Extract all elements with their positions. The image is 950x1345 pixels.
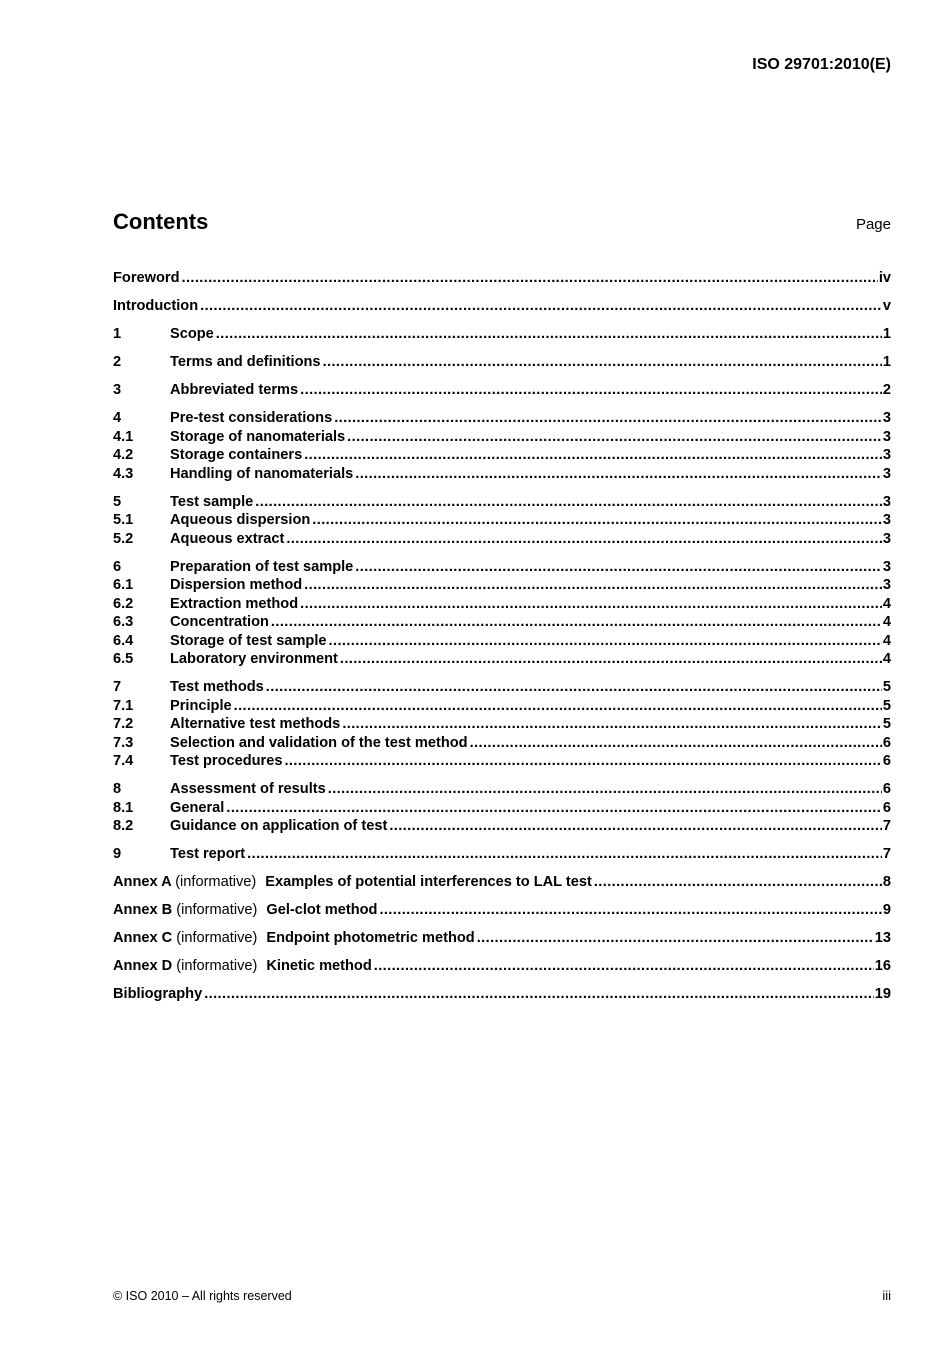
toc-entry-title: Bibliography [113, 986, 203, 1002]
toc-annex-entry[interactable] [113, 901, 891, 920]
toc-entry-number: 4 [113, 410, 122, 426]
annex-letter: Annex B [113, 902, 173, 918]
toc-group-bibliography [113, 985, 891, 1004]
dot-leader [355, 558, 882, 577]
toc-entry-page: 5 [882, 716, 891, 732]
toc-entry-page: iv [878, 270, 891, 286]
toc-entry-number: 6.4 [113, 632, 134, 649]
toc-group [113, 353, 891, 372]
toc-entry[interactable] [113, 428, 891, 447]
toc-entry-page: 7 [882, 846, 891, 862]
page-column-label: Page [855, 216, 891, 233]
toc-entry-page: 3 [882, 410, 891, 426]
toc-entry-page: 3 [882, 577, 891, 593]
toc-entry-title: Extraction method [170, 595, 299, 612]
document-id: ISO 29701:2010(E) [752, 56, 891, 73]
toc-entry-page: 6 [882, 734, 891, 751]
toc-entry-page: 5 [882, 697, 891, 714]
dot-leader [470, 734, 882, 753]
dot-leader [226, 799, 882, 818]
toc-entry-number: 4.1 [113, 428, 134, 445]
toc-entry-number: 6.5 [113, 651, 134, 667]
toc-entry[interactable] [113, 799, 891, 818]
toc-entry-number: 8 [113, 781, 122, 797]
toc-annex-entry[interactable] [113, 957, 891, 976]
toc-entry[interactable] [113, 595, 891, 614]
toc-group [113, 269, 891, 288]
toc-entry-title: Preparation of test sample [170, 558, 354, 575]
toc-entry-page: 1 [882, 326, 891, 342]
dot-leader [234, 697, 882, 716]
toc-entry-number: 5.1 [113, 512, 134, 528]
dot-leader [374, 957, 874, 976]
toc-entry-title: Terms and definitions [170, 354, 321, 370]
toc-entry-title: Guidance on application of test [170, 818, 388, 834]
toc-entry-page: 4 [882, 632, 891, 649]
toc-entry[interactable] [113, 697, 891, 716]
toc-entry-page: 3 [882, 447, 891, 463]
dot-leader [334, 409, 882, 428]
dot-leader [323, 353, 882, 372]
toc-entry[interactable] [113, 446, 891, 465]
toc-entry-page: v [882, 298, 891, 314]
toc-entry[interactable] [113, 269, 891, 288]
toc-annex-entry[interactable] [113, 873, 891, 892]
toc-entry-page: 7 [882, 818, 891, 834]
toc-entry-title: Examples of potential interferences to LAL test [265, 874, 592, 890]
toc-entry-page: 4 [882, 614, 891, 630]
annex-letter: Annex A [113, 874, 172, 890]
annex-informative: (informative) [176, 902, 258, 918]
toc-entry-title: Selection and validation of the test method [170, 734, 468, 751]
toc-entry-title: Foreword [113, 270, 180, 286]
toc-annex-entry[interactable] [113, 929, 891, 948]
dot-leader [304, 446, 882, 465]
toc-entry-page: 3 [882, 465, 891, 482]
toc-entry-title: Kinetic method [266, 958, 372, 974]
toc-entry-title: Storage of test sample [170, 632, 327, 649]
toc-entry-page: 13 [874, 930, 891, 946]
toc-entry-number: 7.2 [113, 716, 134, 732]
toc-entry[interactable] [113, 409, 891, 428]
toc-entry[interactable] [113, 845, 891, 864]
toc-group [113, 409, 891, 483]
annex-label [113, 929, 257, 948]
footer-page-number: iii [882, 1288, 891, 1303]
toc-entry[interactable] [113, 734, 891, 753]
annex-letter: Annex C [113, 930, 173, 946]
toc-entry-number: 3 [113, 382, 122, 398]
toc-entry[interactable] [113, 353, 891, 372]
toc-entry-page: 4 [882, 595, 891, 612]
toc-group-annex [113, 957, 891, 976]
dot-leader [286, 530, 882, 549]
toc-entry-number: 8.1 [113, 799, 134, 816]
toc-entry-title: Dispersion method [170, 577, 303, 593]
toc-entry-number: 8.2 [113, 818, 134, 834]
annex-label [113, 901, 257, 920]
dot-leader [266, 678, 882, 697]
page-title: Contents [113, 209, 209, 234]
dot-leader [304, 576, 882, 595]
toc-entry-page: 6 [882, 781, 891, 797]
footer-copyright: © ISO 2010 – All rights reserved [113, 1289, 292, 1303]
toc-entry[interactable] [113, 511, 891, 530]
toc-entry-title: Test report [170, 846, 246, 862]
toc-entry-number: 7.4 [113, 753, 134, 769]
dot-leader [342, 715, 882, 734]
dot-leader [340, 650, 882, 669]
toc-entry-title: Aqueous dispersion [170, 512, 311, 528]
toc-entry[interactable] [113, 381, 891, 400]
toc-entry-number: 4.2 [113, 447, 134, 463]
toc-group [113, 558, 891, 669]
table-of-contents [113, 269, 891, 1013]
toc-entry[interactable] [113, 752, 891, 771]
dot-leader [300, 381, 882, 400]
toc-group [113, 780, 891, 836]
toc-entry[interactable] [113, 613, 891, 632]
toc-entry[interactable] [113, 678, 891, 697]
toc-entry-title: Test procedures [170, 753, 283, 769]
toc-entry-title: Storage of nanomaterials [170, 428, 346, 445]
toc-entry-number: 4.3 [113, 465, 134, 482]
toc-group-annex [113, 901, 891, 920]
toc-group [113, 381, 891, 400]
dot-leader [389, 817, 882, 836]
toc-entry-number: 9 [113, 846, 122, 862]
toc-group [113, 325, 891, 344]
toc-entry-number: 6.1 [113, 577, 134, 593]
toc-entry-number: 7 [113, 679, 122, 695]
toc-entry-number: 5 [113, 493, 122, 510]
annex-informative: (informative) [176, 930, 258, 946]
dot-leader [200, 297, 882, 316]
toc-group [113, 297, 891, 316]
toc-entry-page: 19 [874, 986, 891, 1002]
toc-entry-title: Test methods [170, 679, 264, 695]
toc-entry-page: 1 [882, 354, 891, 370]
toc-entry[interactable] [113, 632, 891, 651]
toc-entry-title: Test sample [170, 493, 254, 510]
toc-entry-title: General [170, 799, 225, 816]
dot-leader [216, 325, 882, 344]
dot-leader [255, 493, 882, 512]
toc-group [113, 493, 891, 549]
annex-label [113, 957, 257, 976]
toc-entry[interactable] [113, 780, 891, 799]
toc-entry-page: 3 [882, 530, 891, 547]
dot-leader [271, 613, 882, 632]
toc-entry-bibliography[interactable] [113, 985, 891, 1004]
toc-entry-number: 1 [113, 326, 122, 342]
toc-entry-page: 3 [882, 558, 891, 575]
toc-entry-number: 6.2 [113, 595, 134, 612]
toc-entry-page: 2 [882, 382, 891, 398]
toc-entry-title: Abbreviated terms [170, 382, 299, 398]
toc-entry-title: Storage containers [170, 447, 303, 463]
toc-entry-title: Principle [170, 697, 232, 714]
toc-entry-title: Laboratory environment [170, 651, 338, 667]
toc-entry-title: Gel-clot method [266, 902, 378, 918]
dot-leader [328, 780, 882, 799]
toc-entry[interactable] [113, 465, 891, 484]
toc-entry-title: Scope [170, 326, 214, 342]
toc-group-annex [113, 929, 891, 948]
toc-entry-page: 3 [882, 493, 891, 510]
toc-group [113, 845, 891, 864]
annex-informative: (informative) [175, 874, 257, 890]
toc-entry[interactable] [113, 576, 891, 595]
toc-entry-title: Introduction [113, 298, 199, 314]
annex-label [113, 873, 256, 892]
dot-leader [355, 465, 882, 484]
toc-entry-title: Alternative test methods [170, 716, 341, 732]
dot-leader [181, 269, 877, 288]
toc-entry-number: 7.3 [113, 734, 134, 751]
toc-entry-title: Endpoint photometric method [266, 930, 475, 946]
toc-entry-page: 5 [882, 679, 891, 695]
toc-entry[interactable] [113, 325, 891, 344]
toc-entry-page: 9 [882, 902, 891, 918]
toc-entry-page: 8 [882, 874, 891, 890]
toc-entry-number: 6.3 [113, 614, 134, 630]
dot-leader [594, 873, 882, 892]
toc-entry-title: Aqueous extract [170, 530, 285, 547]
dot-leader [477, 929, 874, 948]
toc-entry-page: 6 [882, 753, 891, 769]
toc-entry-title: Assessment of results [170, 781, 326, 797]
dot-leader [312, 511, 882, 530]
dot-leader [379, 901, 881, 920]
toc-entry-page: 16 [874, 958, 891, 974]
dot-leader [329, 632, 882, 651]
toc-entry-number: 5.2 [113, 530, 134, 547]
toc-entry-number: 6 [113, 558, 122, 575]
toc-entry-number: 7.1 [113, 697, 134, 714]
toc-group-annex [113, 873, 891, 892]
toc-entry-title: Pre-test considerations [170, 410, 333, 426]
dot-leader [204, 985, 874, 1004]
toc-entry-title: Handling of nanomaterials [170, 465, 354, 482]
annex-letter: Annex D [113, 958, 173, 974]
toc-entry[interactable] [113, 650, 891, 669]
toc-entry-page: 3 [882, 512, 891, 528]
toc-entry[interactable] [113, 817, 891, 836]
toc-entry[interactable] [113, 493, 891, 512]
toc-entry-number: 2 [113, 354, 122, 370]
toc-entry[interactable] [113, 715, 891, 734]
toc-entry-page: 6 [882, 799, 891, 816]
toc-entry[interactable] [113, 530, 891, 549]
dot-leader [284, 752, 881, 771]
toc-group [113, 678, 891, 771]
dot-leader [247, 845, 882, 864]
annex-informative: (informative) [176, 958, 258, 974]
dot-leader [347, 428, 882, 447]
toc-entry-page: 4 [882, 651, 891, 667]
toc-entry[interactable] [113, 297, 891, 316]
toc-entry-page: 3 [882, 428, 891, 445]
toc-entry-title: Concentration [170, 614, 269, 630]
toc-entry[interactable] [113, 558, 891, 577]
dot-leader [300, 595, 882, 614]
